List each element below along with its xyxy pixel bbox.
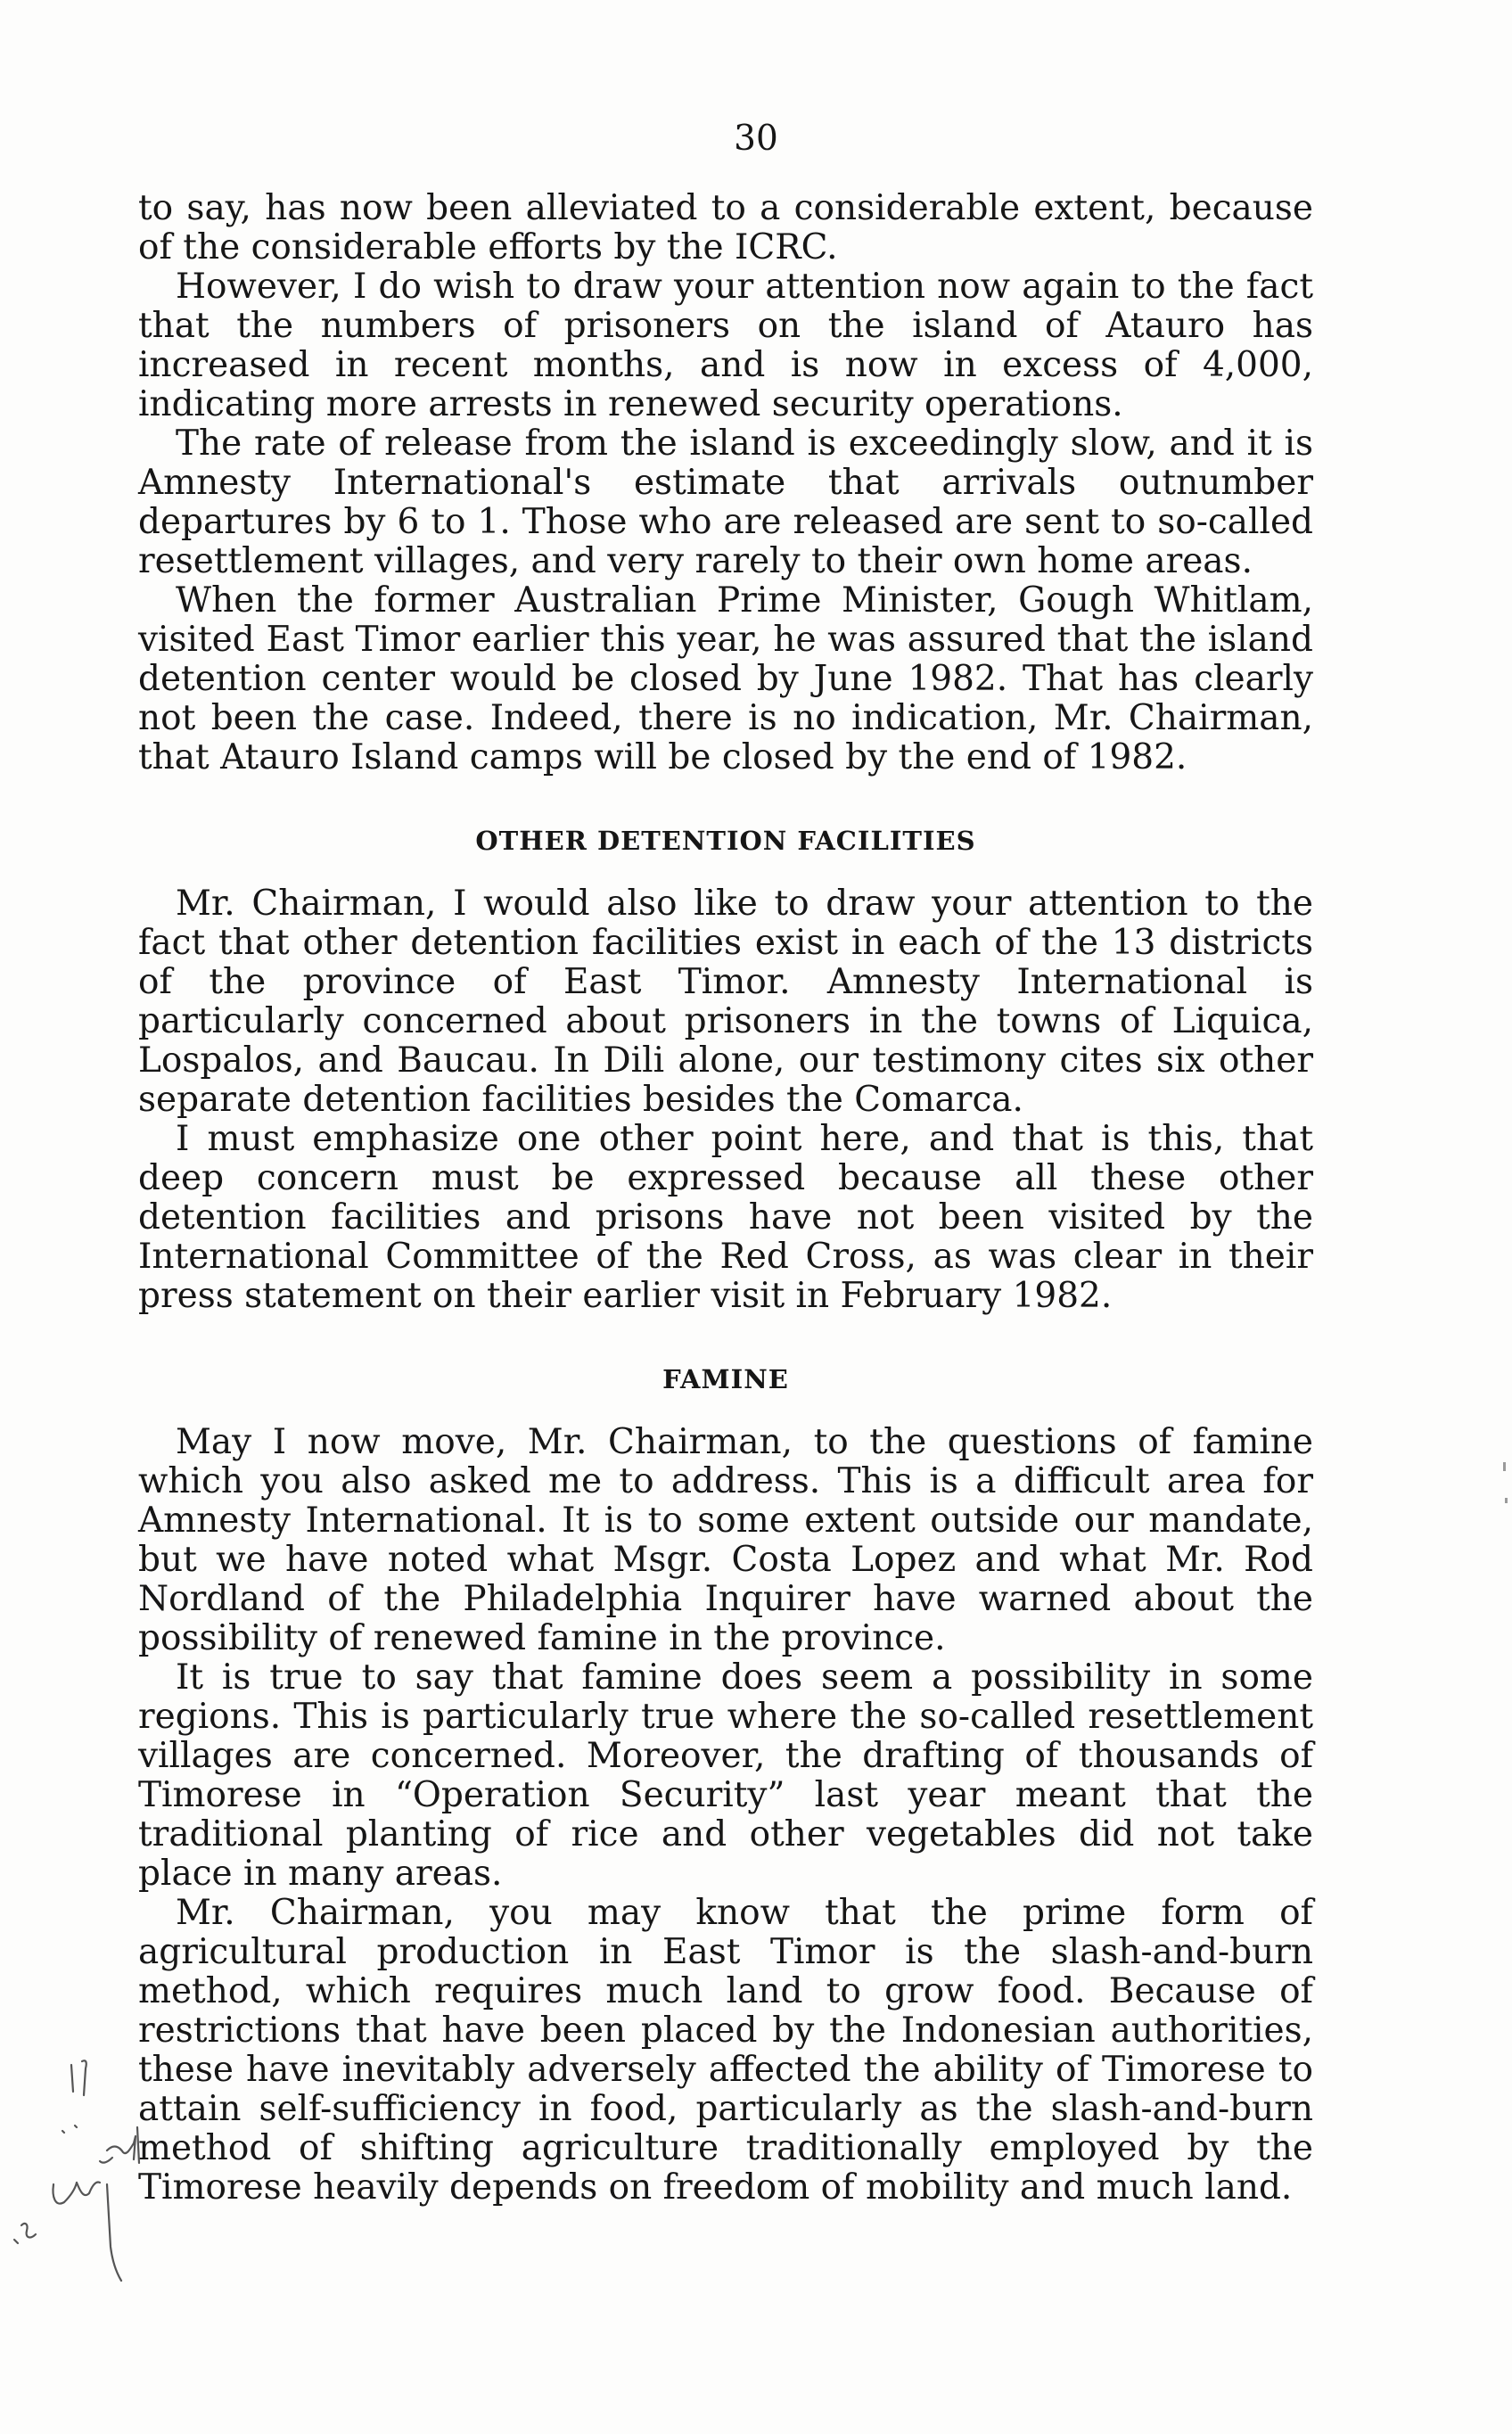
paragraph-whitlam-visit: When the former Australian Prime Minister, Gough Whitlam, visited East Timor earlier this year, he was assured that the island detention center would be closed by June 1982. That has clearly not been the case. Indeed, there is no indication, Mr. Chairman, that Atauro Island camps will be closed by the end of 1982.: [138, 580, 1313, 777]
scan-speck: [1503, 1462, 1506, 1471]
paragraph-famine-regions: It is true to say that famine does seem a possibility in some regions. This is particularly true where the so-called resettlement villages are concerned. Moreover, the drafting of thousands of Timorese in “Operation Security” last year meant that the traditional planting of rice and other vegetables did not take place in many areas.: [138, 1657, 1313, 1894]
paragraph-continued: to say, has now been alleviated to a considerable extent, because of the considerable efforts by the ICRC.: [138, 188, 1313, 267]
paragraph-red-cross-visits: I must emphasize one other point here, and that is this, that deep concern must be expressed because all these other detention facilities and prisons have not been visited by the International Committee of the Red Cross, as was clear in their press statement on their earlier visit in February 1982.: [138, 1119, 1313, 1316]
paragraph-atauro-prisoners: However, I do wish to draw your attention now again to the fact that the numbers of prisoners on the island of Atauro has increased in recent months, and is now in excess of 4,000, indicating more arrests in renewed security operations.: [138, 267, 1313, 424]
paragraph-famine-intro: May I now move, Mr. Chairman, to the questions of famine which you also asked me to address. This is a difficult area for Amnesty International. It is to some extent outside our mandate, but we have noted what Msgr. Costa Lopez and what Mr. Rod Nordland of the Philadelphia Inquirer have warned about the possibility of renewed famine in the province.: [138, 1422, 1313, 1658]
section-heading-detention: OTHER DETENTION FACILITIES: [475, 826, 976, 856]
handwritten-margin-note: [0, 2051, 178, 2282]
paragraph-detention-districts: Mr. Chairman, I would also like to draw your attention to the fact that other detention facilities exist in each of the 13 districts of the province of East Timor. Amnesty International is particularly concerned about prisoners in the towns of Liquica, Lospalos, and Baucau. In Dili alone, our testimony cites six other separate detention facilities besides the Comarca.: [138, 884, 1313, 1120]
section-heading-famine: FAMINE: [662, 1364, 789, 1394]
body-text: [138, 189, 1313, 2208]
page-number: 30: [734, 119, 778, 159]
paragraph-release-rate: The rate of release from the island is exceedingly slow, and it is Amnesty International's estimate that arrivals outnumber departures by 6 to 1. Those who are released are sent to so-called resettlement villages, and very rarely to their own home areas.: [138, 423, 1313, 581]
scan-speck: [1505, 1498, 1508, 1503]
paragraph-slash-and-burn: Mr. Chairman, you may know that the prime form of agricultural production in East Timor is the slash-and-burn method, which requires much land to grow food. Because of restrictions that have been placed by the Indonesian authorities, these have inevitably adversely affected the ability of Timorese to attain self-sufficiency in food, particularly as the slash-and-burn method of shifting agriculture traditionally employed by the Timorese heavily depends on freedom of mobility and much land.: [138, 1893, 1313, 2208]
